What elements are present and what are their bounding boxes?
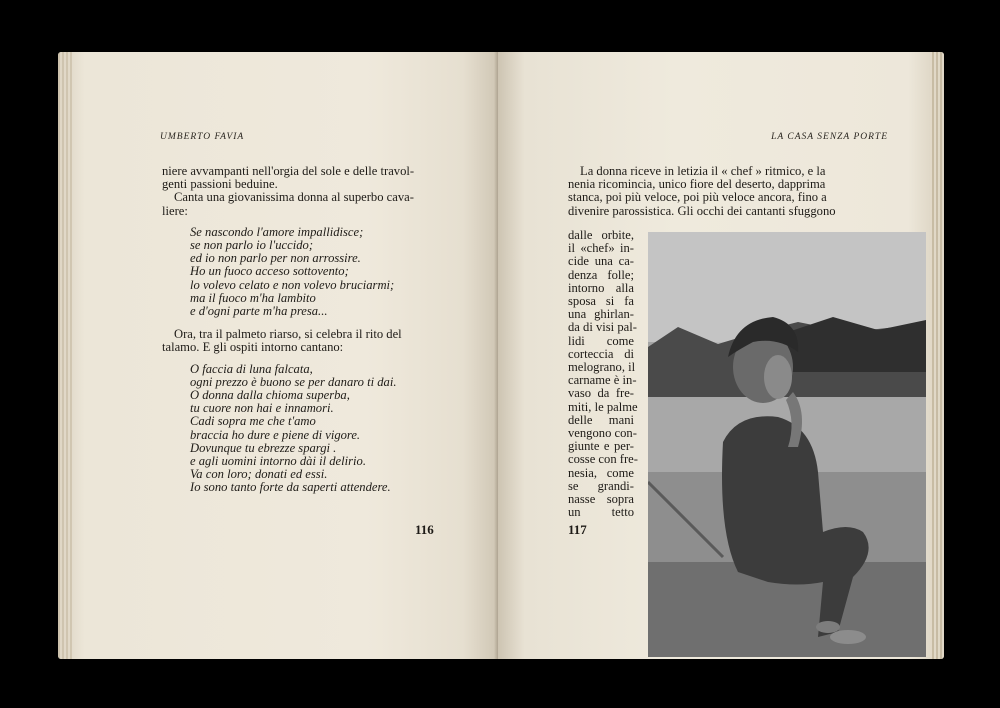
photo-illustration — [648, 232, 926, 657]
page-number-right: 117 — [568, 522, 587, 537]
column-line: dalle orbite, — [568, 228, 634, 242]
column-line: vaso da fre- — [568, 386, 634, 401]
right-page-edge — [930, 52, 944, 659]
page-number-left: 116 — [415, 522, 434, 537]
column-line: lidi come — [568, 333, 634, 348]
column-line: delle mani — [568, 412, 634, 427]
column-line: corteccia di — [568, 346, 634, 361]
column-line: se grandi- — [568, 478, 634, 493]
verse-block-1 — [190, 226, 438, 318]
column-line: miti, le palme — [568, 399, 638, 414]
column-line: nesia, come — [568, 465, 634, 480]
verse-line: ma il fuoco m'ha lambito — [190, 290, 316, 305]
column-line: una ghirlan- — [568, 307, 634, 322]
left-page — [58, 52, 498, 659]
verse-line: Ho un fuoco acceso sottovento; — [190, 264, 349, 279]
right-page-text — [568, 165, 884, 218]
column-line: nasse sopra — [568, 492, 634, 507]
verse-line: tu cuore non hai e innamori. — [190, 401, 334, 416]
paragraph-line: stanca, poi più veloce, poi più veloce ancora, fino a — [568, 190, 827, 205]
verse-block-2 — [190, 363, 438, 495]
column-line: un tetto — [568, 505, 634, 520]
column-line: il «chef» in- — [568, 241, 634, 256]
verse-line: e agli uomini intorno dài il delirio. — [190, 454, 366, 469]
paragraph-line: Ora, tra il palmeto riarso, si celebra il rito del — [174, 327, 402, 342]
column-line: melograno, il — [568, 360, 636, 375]
left-page-edge — [58, 52, 72, 659]
column-line: intorno alla — [568, 280, 634, 295]
paragraph-line: La donna riceve in letizia il « chef » ritmico, e la — [580, 164, 826, 178]
paragraph-line: liere: — [162, 203, 188, 218]
verse-line: se non parlo io l'uccido; — [190, 238, 314, 253]
column-line: vengono con- — [568, 426, 637, 441]
column-line: giunte e per- — [568, 439, 634, 454]
verse-line: ogni prezzo è buono se per danaro ti dai. — [190, 374, 397, 389]
column-line: denza folle; — [568, 267, 634, 282]
paragraph-line: Canta una giovanissima donna al superbo cava- — [174, 190, 414, 205]
verse-line: Cadi sopra me che t'amo — [190, 414, 316, 429]
running-head-right: LA CASA SENZA PORTE — [771, 132, 888, 142]
paragraph-line: nenia ricomincia, unico fiore del deserto, dapprima — [568, 177, 826, 192]
verse-line: Va con loro; donati ed essi. — [190, 467, 328, 482]
verse-line: lo volevo celato e non volevo bruciarmi; — [190, 277, 395, 292]
column-line: da di visi pal- — [568, 320, 637, 335]
column-line: carname è in- — [568, 373, 637, 388]
column-line: cosse con fre- — [568, 452, 638, 467]
narrow-column-text — [568, 228, 638, 520]
left-page-text — [162, 165, 438, 505]
photograph-seated-woman — [648, 232, 926, 657]
verse-line: e d'ogni parte m'ha presa... — [190, 304, 328, 319]
column-line: sposa si fa — [568, 294, 634, 309]
verse-line: Io sono tanto forte da saperti attendere. — [190, 480, 391, 495]
intro-line: niere avvampanti nell'orgia del sole e delle travol- — [162, 164, 415, 178]
verse-line: O faccia di luna falcata, — [190, 361, 313, 376]
verse-line: braccia ho dure e piene di vigore. — [190, 427, 361, 442]
verse-line: ed io non parlo per non arrossire. — [190, 251, 361, 266]
paragraph-line: divenire parossistica. Gli occhi dei cantanti sfuggono — [568, 203, 836, 218]
paragraph-line: talamo. E gli ospiti intorno cantano: — [162, 340, 344, 355]
verse-line: Dovunque tu ebrezze spargi . — [190, 440, 337, 455]
intro-line: genti passioni beduine. — [162, 177, 278, 192]
open-book — [58, 52, 944, 659]
column-line: cide una ca- — [568, 254, 634, 269]
verse-line: Se nascondo l'amore impallidisce; — [190, 224, 364, 239]
verse-line: O donna dalla chioma superba, — [190, 388, 350, 403]
running-head-left: UMBERTO FAVIA — [160, 132, 245, 142]
